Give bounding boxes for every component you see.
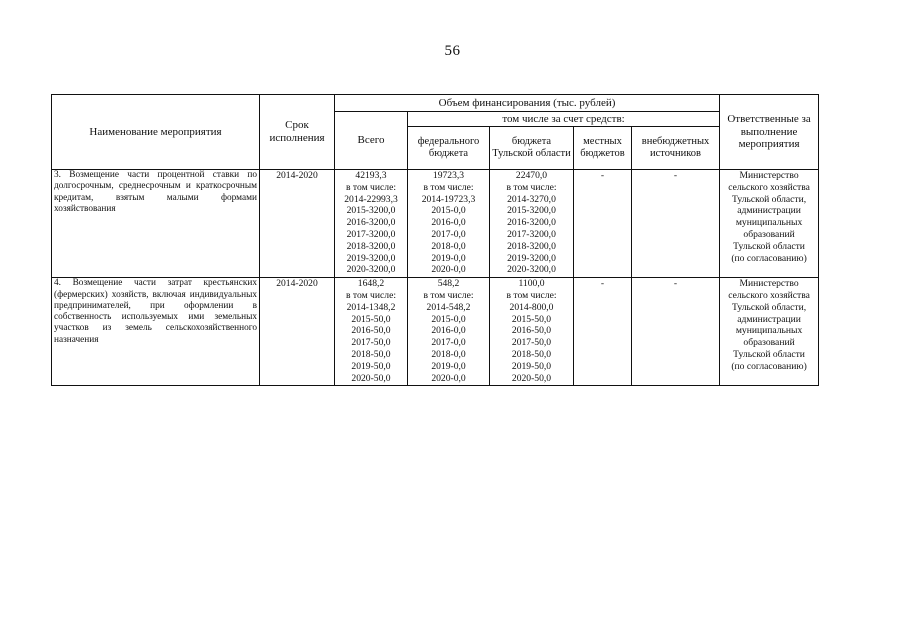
- responsible-line: сельского хозяйства: [728, 289, 810, 301]
- header-local: местных бюджетов: [574, 127, 632, 170]
- page-number: 56: [444, 43, 461, 59]
- table-row: [52, 278, 819, 386]
- total-line: в том числе:: [345, 289, 396, 301]
- federal-line: 2016-0,0: [431, 325, 466, 337]
- responsible-line: Министерство: [739, 170, 799, 181]
- total-line: 42193,3: [355, 170, 387, 181]
- total-line: в том числе:: [345, 181, 396, 193]
- responsible-line: Тульской области: [733, 240, 805, 252]
- regional-line: 2016-50,0: [511, 325, 552, 337]
- regional-line: 2018-50,0: [511, 348, 552, 360]
- total-line: 2018-50,0: [351, 348, 391, 360]
- extra-cell: -: [632, 278, 720, 386]
- regional-line: 22470,0: [515, 170, 548, 181]
- regional-line: 2014-800,0: [509, 301, 554, 313]
- responsible-cell: [720, 170, 819, 278]
- responsible-cell: [720, 278, 819, 386]
- responsible-line: (по согласованию): [731, 360, 807, 372]
- regional-cell: [490, 278, 574, 386]
- header-funding: Объем финансирования (тыс. рублей): [335, 95, 720, 112]
- federal-line: 2016-0,0: [431, 217, 466, 229]
- responsible-line: сельского хозяйства: [728, 181, 810, 193]
- federal-cell: [408, 170, 490, 278]
- federal-line: 19723,3: [432, 170, 465, 181]
- header-responsible: Ответственные за выполнение мероприятия: [720, 95, 819, 170]
- total-line: 2014-22993,3: [344, 193, 398, 205]
- header-regional: бюджета Тульской области: [490, 127, 574, 170]
- total-line: 1648,2: [357, 278, 385, 290]
- regional-line: 2019-3200,0: [507, 252, 556, 264]
- regional-line: 2020-50,0: [511, 372, 552, 384]
- responsible-line: Министерство: [739, 278, 799, 290]
- local-cell: -: [574, 170, 632, 278]
- total-line: 2020-3200,0: [346, 264, 396, 276]
- total-cell: [335, 170, 408, 278]
- federal-line: 548,2: [437, 278, 460, 290]
- regional-line: 2014-3270,0: [507, 193, 556, 205]
- term-cell: 2014-2020: [260, 170, 335, 278]
- regional-line: 2020-3200,0: [507, 264, 556, 276]
- header-federal: федерального бюджета: [408, 127, 490, 170]
- regional-line: 2016-3200,0: [507, 217, 556, 229]
- regional-line: 2015-3200,0: [507, 205, 556, 217]
- extra-cell: -: [632, 170, 720, 278]
- regional-line: 1100,0: [518, 278, 545, 290]
- federal-line: в том числе:: [423, 289, 474, 301]
- federal-line: 2014-19723,3: [421, 193, 476, 205]
- federal-line: 2018-0,0: [431, 240, 466, 252]
- total-line: 2018-3200,0: [346, 240, 396, 252]
- event-name-cell: 3. Возмещение части процентной ставки по долгосрочным, среднесрочным и краткосрочным кредитам, взятым малыми формами хозяйствования: [52, 170, 260, 278]
- responsible-line: администрации: [737, 313, 801, 325]
- header-total: Всего: [335, 112, 408, 170]
- total-line: 2014-1348,2: [346, 301, 396, 313]
- federal-line: 2015-0,0: [431, 313, 466, 325]
- federal-line: 2020-0,0: [431, 264, 466, 276]
- financing-table: [51, 94, 819, 386]
- regional-line: 2019-50,0: [511, 360, 552, 372]
- header-term: Срок исполнения: [260, 95, 335, 170]
- total-line: 2017-3200,0: [346, 228, 396, 240]
- federal-cell: [408, 278, 490, 386]
- responsible-line: Тульской области,: [731, 301, 807, 313]
- responsible-line: Тульской области,: [731, 193, 807, 205]
- regional-line: 2018-3200,0: [507, 240, 556, 252]
- total-cell: [335, 278, 408, 386]
- total-line: 2016-3200,0: [346, 217, 396, 229]
- responsible-line: Тульской области: [733, 348, 805, 360]
- total-line: 2017-50,0: [351, 337, 391, 349]
- responsible-line: муниципальных: [735, 325, 803, 337]
- event-name-cell: 4. Возмещение части затрат крестьянских (фермерских) хозяйств, включая индивидуальных предпринимателей, при оформлении в собственность используемых ими земельных участков из земель сельскохозяйственного назначения: [52, 278, 260, 386]
- local-cell: -: [574, 278, 632, 386]
- header-including: том числе за счет средств:: [408, 112, 720, 127]
- regional-line: в том числе:: [506, 289, 557, 301]
- federal-line: 2014-548,2: [426, 301, 471, 313]
- federal-line: в том числе:: [423, 181, 474, 193]
- regional-line: 2015-50,0: [511, 313, 552, 325]
- regional-line: 2017-3200,0: [507, 228, 556, 240]
- table-body: [52, 170, 819, 386]
- responsible-line: муниципальных: [735, 217, 803, 229]
- table-row: [52, 170, 819, 278]
- responsible-line: администрации: [737, 205, 801, 217]
- total-line: 2020-50,0: [351, 372, 391, 384]
- total-line: 2019-50,0: [351, 360, 391, 372]
- total-line: 2015-50,0: [351, 313, 391, 325]
- header-extra: внебюджетных источников: [632, 127, 720, 170]
- responsible-line: образований: [743, 337, 795, 349]
- regional-line: 2017-50,0: [511, 337, 552, 349]
- federal-line: 2015-0,0: [431, 205, 466, 217]
- federal-line: 2017-0,0: [431, 337, 466, 349]
- federal-line: 2019-0,0: [431, 252, 466, 264]
- federal-line: 2019-0,0: [431, 360, 466, 372]
- responsible-line: (по согласованию): [731, 252, 807, 264]
- header-name: Наименование мероприятия: [52, 95, 260, 170]
- regional-cell: [490, 170, 574, 278]
- total-line: 2019-3200,0: [346, 252, 396, 264]
- regional-line: в том числе:: [506, 181, 557, 193]
- total-line: 2015-3200,0: [346, 205, 396, 217]
- federal-line: 2017-0,0: [431, 228, 466, 240]
- term-cell: 2014-2020: [260, 278, 335, 386]
- total-line: 2016-50,0: [351, 325, 391, 337]
- federal-line: 2020-0,0: [431, 372, 466, 384]
- federal-line: 2018-0,0: [431, 348, 466, 360]
- responsible-line: образований: [743, 228, 795, 240]
